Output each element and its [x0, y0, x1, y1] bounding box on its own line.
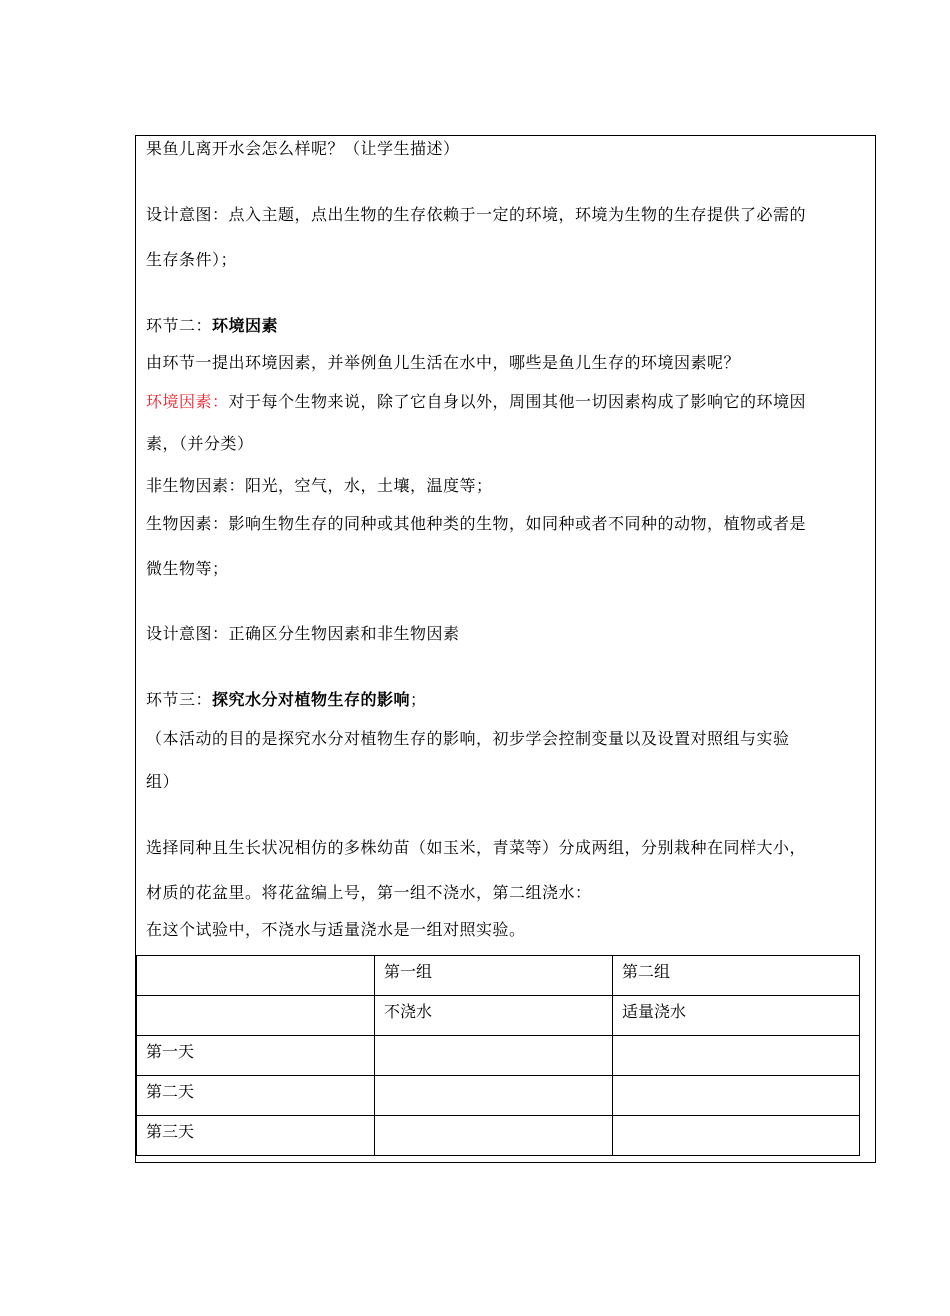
- table-cell: [375, 1116, 613, 1156]
- term-highlight: 环境因素：: [146, 392, 229, 411]
- paragraph-biotic-cont: 微生物等；: [146, 559, 229, 578]
- paragraph-design-intent-1: 设计意图：点入主题，点出生物的生存依赖于一定的环境，环境为生物的生存提供了必需的: [146, 205, 807, 224]
- table-cell: 不浇水: [375, 996, 613, 1036]
- table-row: [137, 1116, 860, 1156]
- table-cell: [137, 956, 375, 996]
- table-cell: [375, 1036, 613, 1076]
- section-heading-3: [146, 690, 427, 710]
- table-row: [137, 956, 860, 996]
- table-row: [137, 996, 860, 1036]
- paragraph-design-intent-2: 设计意图：正确区分生物因素和非生物因素: [146, 624, 460, 643]
- paragraph-activity-purpose: （本活动的目的是探究水分对植物生存的影响，初步学会控制变量以及设置对照组与实验: [146, 729, 790, 748]
- paragraph-fish-question: 果鱼儿离开水会怎么样呢？（让学生描述）: [146, 139, 460, 158]
- table-cell: 第二天: [137, 1076, 375, 1116]
- table-cell: 第三天: [137, 1116, 375, 1156]
- section-heading-2: [146, 316, 278, 336]
- paragraph-method: 选择同种且生长状况相仿的多株幼苗（如玉米，青菜等）分成两组，分别栽种在同样大小，: [146, 838, 807, 857]
- paragraph-control: 在这个试验中，不浇水与适量浇水是一组对照实验。: [146, 920, 526, 939]
- paragraph-env-definition: [146, 392, 806, 412]
- section-punct: ；: [410, 690, 427, 709]
- paragraph-method-cont: 材质的花盆里。将花盆编上号，第一组不浇水，第二组浇水：: [146, 883, 592, 902]
- table-cell: 第一天: [137, 1036, 375, 1076]
- paragraph-activity-purpose-cont: 组）: [146, 772, 180, 791]
- section-title: 探究水分对植物生存的影响: [212, 690, 411, 709]
- table-cell: [613, 1076, 860, 1116]
- paragraph-biotic: 生物因素：影响生物生存的同种或其他种类的生物，如同种或者不同种的动物，植物或者是: [146, 514, 807, 533]
- table-cell: [613, 1116, 860, 1156]
- table-cell: [613, 1036, 860, 1076]
- table-cell: 适量浇水: [613, 996, 860, 1036]
- experiment-table: [136, 955, 860, 1156]
- paragraph-env-intro: 由环节一提出环境因素，并举例鱼儿生活在水中，哪些是鱼儿生存的环境因素呢？: [146, 353, 741, 372]
- table-cell: [375, 1076, 613, 1116]
- table-row: [137, 1036, 860, 1076]
- section-title: 环境因素: [212, 316, 279, 335]
- definition-text: 对于每个生物来说，除了它自身以外，周围其他一切因素构成了影响它的环境因: [228, 392, 807, 411]
- table-cell: 第一组: [375, 956, 613, 996]
- paragraph-design-intent-1-cont: 生存条件）；: [146, 250, 238, 269]
- table-row: [137, 1076, 860, 1116]
- paragraph-env-definition-cont: 素，（并分类）: [146, 434, 254, 453]
- section-label: 环节二：: [146, 316, 213, 335]
- table-cell: [137, 996, 375, 1036]
- section-label: 环节三：: [146, 690, 213, 709]
- table-cell: 第二组: [613, 956, 860, 996]
- paragraph-abiotic: 非生物因素：阳光，空气，水，土壤，温度等；: [146, 476, 493, 495]
